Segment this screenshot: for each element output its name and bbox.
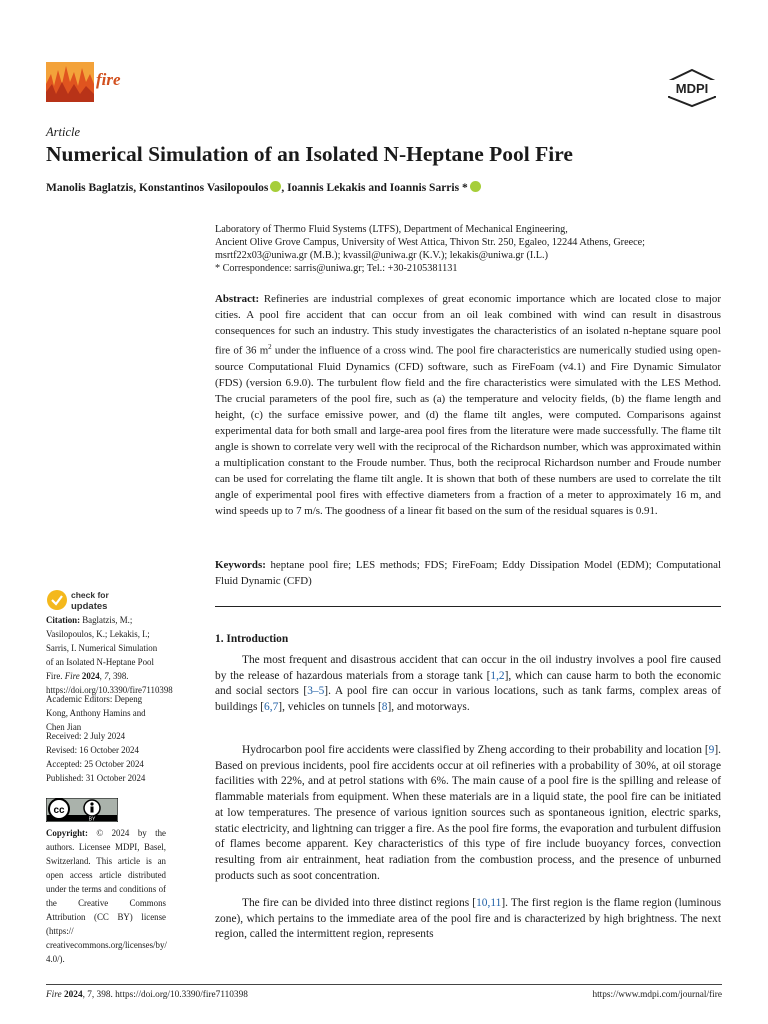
keywords-label: Keywords: xyxy=(215,559,266,571)
citation-volume: 7 xyxy=(104,671,109,681)
article-type: Article xyxy=(46,125,81,139)
keywords-text: heptane pool fire; LES methods; FDS; FireFoam; Eddy Dissipation Model (EDM); Computational Fluid Dynamic (CFD) xyxy=(215,559,721,587)
academic-editors xyxy=(46,692,166,734)
intro-paragraph xyxy=(215,743,721,884)
footer-doi[interactable]: , 7, 398. https://doi.org/10.3390/fire7110398 xyxy=(82,990,248,1000)
intro-paragraph xyxy=(215,653,721,716)
correspondence: * Correspondence: sarris@uniwa.gr; Tel.: +30-2105381131 xyxy=(215,263,458,274)
footer-year: 2024 xyxy=(64,990,83,1000)
citation-journal: Fire xyxy=(64,671,80,681)
footer-journal: Fire xyxy=(46,990,62,1000)
superscript: 2 xyxy=(268,343,272,351)
citation-link[interactable]: 6,7 xyxy=(264,701,279,714)
footer-journal-url[interactable]: https://www.mdpi.com/journal/fire xyxy=(592,990,722,1000)
svg-text:cc: cc xyxy=(53,805,65,816)
abstract-text: under the influence of a cross wind. The pool fire characteristics are numerically studied using open-source Computational Fluid Dynamics (CFD) software, such as FireFoam (v4.1) and Fire Dynamic Simulator (FDS) (version 6.9.0). The turbulent flow field and the fire characteristics were simulated with the LES Method. The crucial parameters of the pool fire, such as (a) the temperature and velocity fields, (b) the flame length and height, (c) the surface emissive power, and (d) the flame tilt angles, were computed. Comparisons against experimental data for both small and large-area pool fires from the literature were made successfully. The flame tilt angle is shown to correlate very well with the reciprocal of the Richardson number, which was approximated within a multiplication constant to the Froude number. Thus, both the reciprocal Richardson number and Froude number can be used for correlating the flame tilt angle. It is shown that both of these numbers are used to correlate the tilt angle of experimental pool fires with effective diameters from a fraction of a meter to approximately 16 m, and wind speeds up to 7 m/s. The goodness of a linear fit based on the sum of the residual squares is 0.91. xyxy=(215,344,722,517)
citation-link[interactable]: 10,11 xyxy=(476,897,502,909)
intro-paragraph xyxy=(215,896,721,943)
orcid-icon[interactable] xyxy=(270,181,281,192)
copyright-label: Copyright: xyxy=(46,828,88,838)
updates-label: updates xyxy=(71,601,108,612)
abstract-label: Abstract: xyxy=(215,293,260,305)
citation-label: Citation: xyxy=(46,615,81,625)
date-revised: Revised: 16 October 2024 xyxy=(46,745,139,755)
mdpi-logo-icon xyxy=(665,68,719,108)
citation-doi[interactable]: , 398. https://doi.org/10.3390/fire7110398 xyxy=(46,671,173,695)
citation-link[interactable]: 9 xyxy=(708,744,715,756)
citation-text: Baglatzis, M.; Vasilopoulos, K.; Lekakis, I.; Sarris, I. Numerical Simulation of an Isolated N-Heptane Pool Fire. xyxy=(46,615,158,681)
text-run: Hydrocarbon pool fire accidents were classified by Zheng according to their probability and location [ xyxy=(242,744,709,756)
affiliation-line: Ancient Olive Grove Campus, University of West Attica, Thivon Str. 250, Egaleo, 12244 Athens, Greece; xyxy=(215,237,645,248)
text-run: ], vehicles on tunnels [ xyxy=(278,701,382,714)
citation-year: 2024 xyxy=(81,671,100,681)
text-run: ]. Based on previous incidents, pool fire accidents occur at oil refineries with a probability of 30%, at oil storage facilities with 22%, and at petrol stations with 6%. The main cause of a pool fire is the spilling and release of flammable materials from equipment. When these materials are in a liquid state, the pool fire can be initiated at low temperatures. The presence of various ignition sources such as spontaneous ignition, electric sparks, static electricity, and lightning can trigger a fire. As the pool fire forms, the evaporation and turbulent diffusion of flames become apparent. Key characteristics of this type of fire include buoyancy forces, convection resulting from air entrainment, heat radiation from the combustion process, and the presence of unburned products such as soot concentration. xyxy=(215,744,721,882)
affiliation-emails: msrtf22x03@uniwa.gr (M.B.); kvassil@uniwa.gr (K.V.); lekakis@uniwa.gr (I.L.) xyxy=(215,250,548,261)
author-names-part1: Manolis Baglatzis, Konstantinos Vasilopoulos xyxy=(46,182,269,194)
text-run: ]. The first region is the flame region (luminous zone), which pertains to the immediate area of the pool fire and is characterized by high brightness. The next region, called the intermittent region, represents xyxy=(215,897,721,941)
check-for-updates-icon[interactable] xyxy=(46,588,126,612)
cc-by-license-icon[interactable] xyxy=(46,798,118,822)
text-run: The most frequent and disastrous accident that can occur in the oil industry involves a pool fire caused by the release of hazardous materials from a storage tank [ xyxy=(215,654,721,682)
text-run: ], which can cause harm to both the economic and social sectors [ xyxy=(215,669,721,698)
orcid-icon[interactable] xyxy=(470,181,481,192)
editors-label: Academic Editors: xyxy=(46,694,113,704)
abstract xyxy=(215,291,721,519)
copyright-block xyxy=(46,826,166,966)
citation-link[interactable]: 3–5 xyxy=(307,685,325,698)
abstract-text: Refineries are industrial complexes of great economic importance which are located close to major cities. A pool fire accident that can occur from an oil leak combined with wind can result in disastrous consequences for such an industry. This study investigates the characteristics of an isolated n-heptane square pool fire of 36 m xyxy=(215,293,721,357)
citation-link[interactable]: 1,2 xyxy=(490,669,505,682)
author-list xyxy=(46,181,746,194)
cc-by-label: BY xyxy=(88,816,96,822)
author-names-part2: , Ioannis Lekakis and Ioannis Sarris * xyxy=(281,182,468,194)
section-heading: 1. Introduction xyxy=(215,633,289,645)
text-run: The fire can be divided into three distinct regions [ xyxy=(242,897,477,909)
footer-divider xyxy=(46,984,722,985)
journal-name: fire xyxy=(96,70,121,89)
copyright-text: © 2024 by the authors. Licensee MDPI, Basel, Switzerland. This article is an open access article distributed under the terms and conditions of the Creative Commons Attribution (CC BY) license (https:// creativecommons.org/licenses/by/ 4.0/). xyxy=(46,828,167,964)
fire-journal-logo-icon xyxy=(46,62,94,102)
article-title: Numerical Simulation of an Isolated N-Heptane Pool Fire xyxy=(46,142,573,166)
editors-names: Depeng Kong, Anthony Hamins and Chen Jian xyxy=(46,694,146,732)
keywords xyxy=(215,557,721,589)
section-divider xyxy=(215,606,721,607)
citation-block: Citation: Baglatzis, M.; Vasilopoulos, K.; Lekakis, I.; Sarris, I. Numerical Simulation of an Isolated N-Heptane Pool Fire. Fire 2024, 7, 398. https://doi.org/10.3390/fire7110398 xyxy=(46,615,173,695)
date-published: Published: 31 October 2024 xyxy=(46,773,146,783)
publisher-name: MDPI xyxy=(675,81,709,96)
affiliation-line: Laboratory of Thermo Fluid Systems (LTFS), Department of Mechanical Engineering, xyxy=(215,224,568,235)
footer-citation xyxy=(46,990,248,1000)
text-run: ]. A pool fire can occur in various locations, such as tank farms, complex areas of buildings [ xyxy=(215,685,721,714)
date-accepted: Accepted: 25 October 2024 xyxy=(46,759,144,769)
date-received: Received: 2 July 2024 xyxy=(46,731,126,741)
text-run: ], and motorways. xyxy=(387,701,470,714)
check-for-label: check for xyxy=(71,590,109,600)
citation-link[interactable]: 8 xyxy=(381,701,388,714)
